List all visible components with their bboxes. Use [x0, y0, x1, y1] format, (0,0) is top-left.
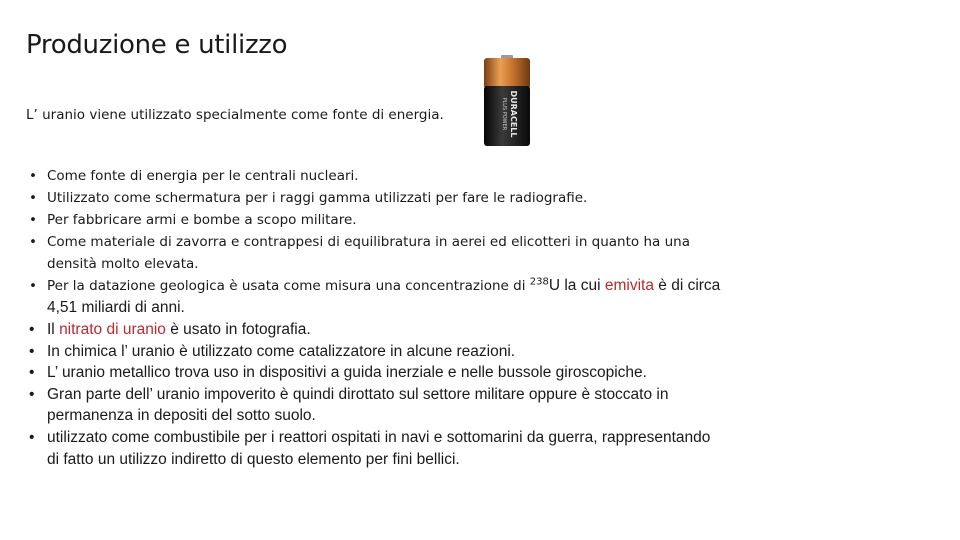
slide-title: Produzione e utilizzo [26, 30, 288, 60]
bullet-dot: • [29, 342, 35, 360]
list-item [26, 231, 726, 275]
battery-image [478, 54, 536, 148]
bullet-text: Utilizzato come schermatura per i raggi gamma utilizzati per fare le radiografie. [47, 190, 588, 206]
bullet-list [26, 165, 726, 470]
list-item [26, 341, 726, 363]
battery-brand-text: DURACELL [509, 90, 518, 138]
list-item [26, 209, 726, 231]
bullet-dot: • [29, 321, 35, 338]
bullet-text: Per la datazione geologica è usata come misura una concentrazione di [47, 278, 530, 294]
bullet-text: Come materiale di zavorra e contrappesi di equilibratura in aerei ed elicotteri in quanto ha una densità molto elevata. [47, 234, 690, 272]
bullet-text: Per fabbricare armi e bombe a scopo militare. [47, 212, 357, 228]
nitrato-link[interactable]: nitrato di uranio [59, 321, 166, 338]
emivita-link[interactable]: emivita [604, 277, 654, 294]
bullet-dot: • [29, 364, 35, 382]
list-item [26, 362, 726, 384]
bullet-text: Gran parte dell’ uranio impoverito è quindi dirottato sul settore militare oppure è stoccato in permanenza in depositi del sotto suolo. [47, 385, 669, 425]
bullet-text: U la cui [548, 277, 605, 294]
list-item [26, 319, 726, 341]
bullet-text: Il [47, 321, 60, 338]
list-item [26, 427, 726, 470]
bullet-dot: • [29, 234, 37, 250]
bullet-text: Come fonte di energia per le centrali nucleari. [47, 168, 359, 184]
bullet-text: In chimica l’ uranio è utilizzato come catalizzatore in alcune reazioni. [47, 342, 516, 360]
list-item [26, 187, 726, 209]
list-item [26, 384, 726, 427]
bullet-dot: • [29, 190, 37, 206]
bullet-text: è usato in fotografia. [165, 321, 311, 338]
bullet-dot: • [29, 212, 37, 228]
bullet-text: utilizzato come combustibile per i reattori ospitati in navi e sottomarini da guerra, rappresentando di fatto un utilizzo indiretto di questo elemento per fini bellici. [47, 428, 711, 468]
bullet-text: L’ uranio metallico trova uso in dispositivi a guida inerziale e nelle bussole giroscopiche. [47, 364, 647, 382]
bullet-text: è di circa 4,51 miliardi di anni. [47, 277, 721, 316]
bullet-dot: • [29, 168, 37, 184]
bullet-dot: • [29, 385, 35, 403]
battery-sub-text: PLUS POWER [501, 97, 507, 131]
bullet-dot: • [29, 278, 37, 294]
bullet-dot: • [29, 428, 35, 446]
isotope-superscript: 238 [529, 276, 549, 288]
intro-text: L’ uranio viene utilizzato specialmente come fonte di energia. [26, 107, 444, 123]
list-item [26, 275, 726, 319]
list-item [26, 165, 726, 187]
